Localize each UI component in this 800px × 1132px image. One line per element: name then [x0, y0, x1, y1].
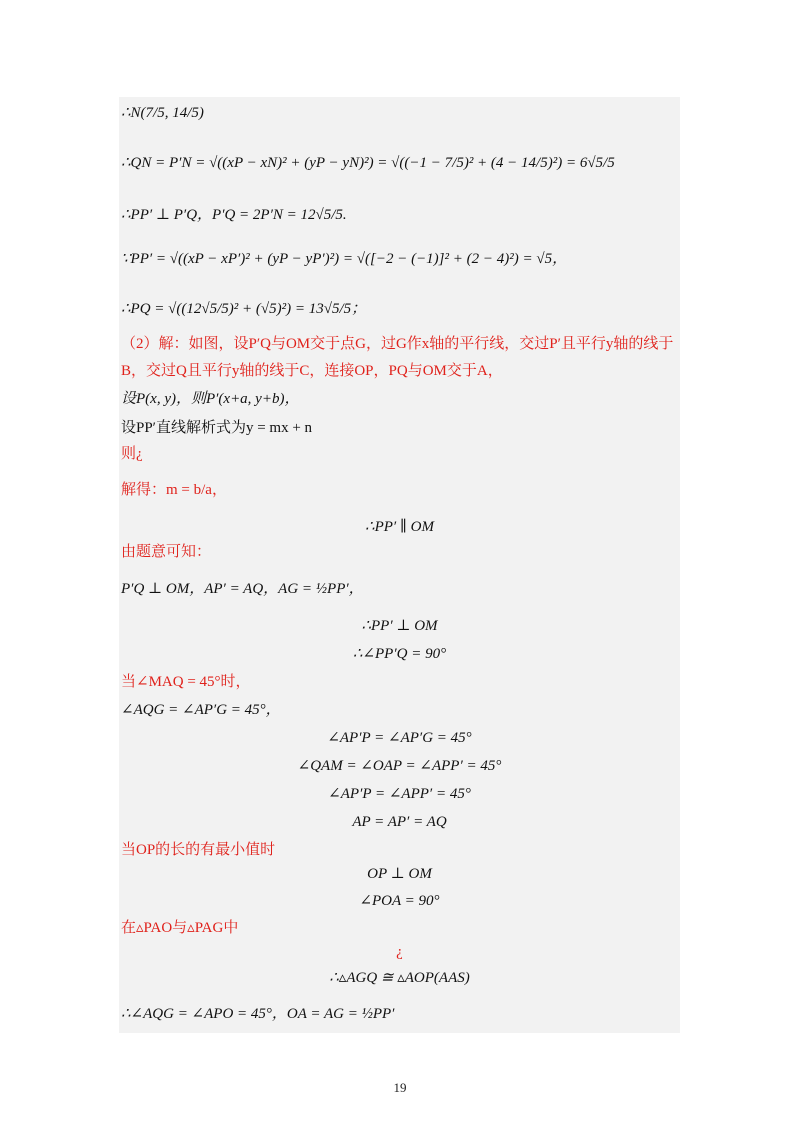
- line-25: ∠POA = 90°: [359, 893, 440, 909]
- line-26: 在▵PAO与▵PAG中: [121, 920, 239, 936]
- line-19: ∠AP′P = ∠AP′G = 45°: [327, 730, 472, 746]
- line-21: ∠AP′P = ∠APP′ = 45°: [328, 786, 471, 802]
- line-17: 当∠MAQ = 45°时，: [121, 674, 251, 690]
- line-27: ¿: [396, 944, 403, 960]
- line-5: ∴PQ = √((12√5/5)² + (√5)²) = 13√5/5；: [121, 301, 367, 317]
- solution-panel: [119, 97, 680, 1033]
- line-13: 由题意可知：: [121, 544, 212, 560]
- line-23: 当OP的长的有最小值时: [121, 842, 276, 858]
- line-6: （2）解：如图，设P′Q与OM交于点G，过G作x轴的平行线，交过P′且平行y轴的线于: [121, 336, 674, 352]
- line-12: ∴PP′ ∥ OM: [365, 519, 434, 535]
- line-22: AP = AP′ = AQ: [352, 814, 447, 830]
- page-number: 19: [393, 1080, 407, 1095]
- line-2: ∴QN = P′N = √((xP − xN)² + (yP − yN)²) = √((−1 − 7/5)² + (4 − 14/5)²) = 6√5/5: [121, 155, 615, 171]
- line-4: ∵PP′ = √((xP − xP′)² + (yP − yP′)²) = √([−2 − (−1)]² + (2 − 4)²) = √5，: [121, 251, 568, 267]
- line-10: 则¿: [121, 446, 143, 462]
- line-9: 设PP′直线解析式为y = mx + n: [121, 420, 313, 436]
- line-18: ∠AQG = ∠AP′G = 45°，: [121, 702, 281, 718]
- line-8: 设P(x, y)，则P′(x+a, y+b)，: [121, 391, 300, 407]
- line-1: ∴N(7/5, 14/5): [121, 105, 204, 121]
- line-16: ∴∠PP′Q = 90°: [352, 646, 447, 662]
- line-7: B，交过Q且平行y轴的线于C，连接OP，PQ与OM交于A，: [121, 363, 503, 379]
- line-14: P′Q ⊥ OM，AP′ = AQ，AG = ½PP′，: [121, 581, 364, 597]
- line-24: OP ⊥ OM: [367, 866, 432, 882]
- line-11: 解得：m = b/a，: [121, 482, 227, 498]
- line-29: ∴∠AQG = ∠APO = 45°，OA = AG = ½PP′: [121, 1006, 395, 1022]
- line-3: ∴PP′ ⊥ P′Q，P′Q = 2P′N = 12√5/5.: [121, 207, 347, 223]
- line-15: ∴PP′ ⊥ OM: [361, 618, 438, 634]
- line-28: ∴▵AGQ ≅ ▵AOP(AAS): [329, 970, 470, 986]
- line-20: ∠QAM = ∠OAP = ∠APP′ = 45°: [297, 758, 502, 774]
